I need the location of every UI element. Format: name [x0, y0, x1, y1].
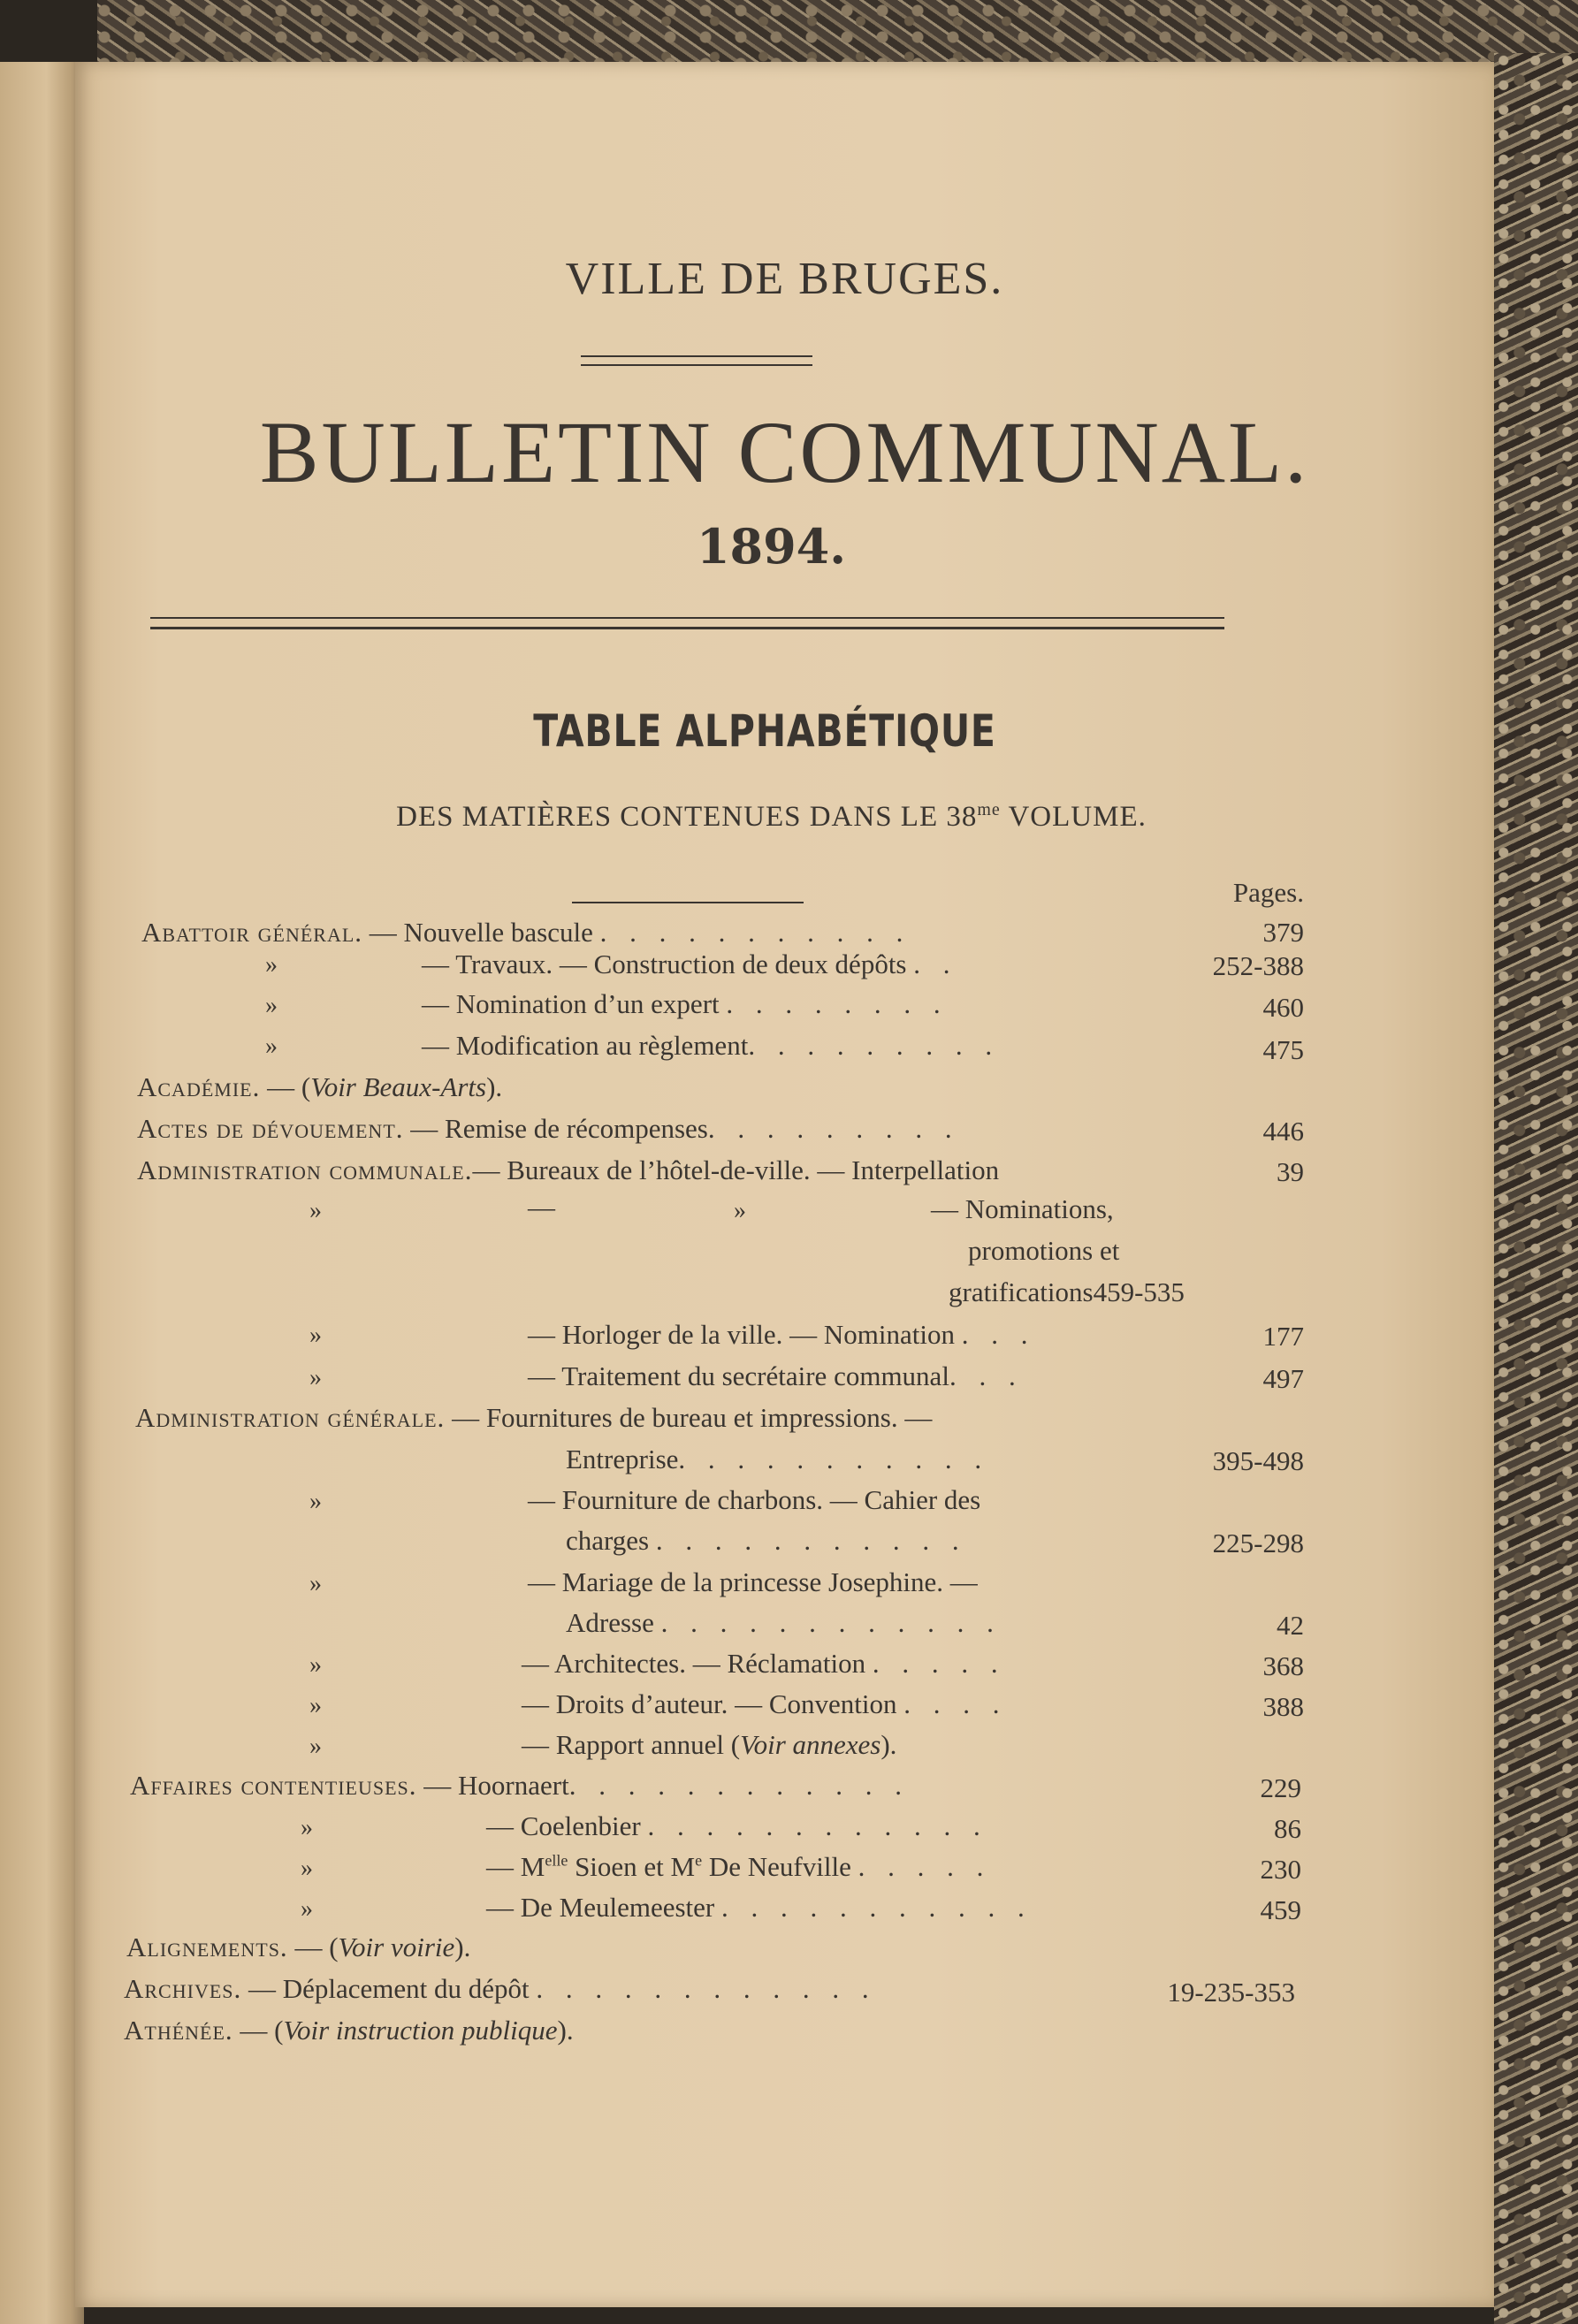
- table-title: TABLE ALPHABÉTIQUE: [533, 705, 996, 757]
- entry-text: Nouvelle bascule: [403, 917, 593, 948]
- entry-pages: 379: [1262, 917, 1304, 948]
- entry-administration-communale-3: — Horloger de la ville. — Nomination . . .: [528, 1319, 1036, 1350]
- entry-sep: — (: [294, 1932, 339, 1962]
- entry-academie: [137, 1071, 502, 1103]
- entry-abattoir: [141, 917, 911, 949]
- entry-head: Académie.: [137, 1071, 261, 1102]
- year-heading: 1894.: [696, 518, 847, 575]
- entry-administration-generale-5: — Droits d’auteur. — Convention . . . .: [522, 1688, 1008, 1719]
- entry-text: — Traitement du secrétaire communal: [528, 1360, 949, 1391]
- ditto-mark: »: [265, 1032, 278, 1060]
- entry-abattoir-2: — Travaux. — Construction de deux dépôts . .: [422, 949, 958, 979]
- entry-sep: —: [410, 1113, 438, 1144]
- entry-athenee: [124, 2015, 574, 2046]
- entry-affaires-2: — Coelenbier . . . . . . . . . . . .: [486, 1810, 988, 1841]
- entry-head: Actes de dévouement.: [137, 1113, 404, 1144]
- entry-pages: 388: [1262, 1691, 1304, 1722]
- ditto-mark: »: [309, 1488, 322, 1515]
- entry-pages: 395-498: [1212, 1445, 1304, 1476]
- left-page-edge: [0, 62, 84, 2324]
- entry-text: De Neufville: [702, 1851, 851, 1882]
- entry-pages: 460: [1262, 992, 1304, 1023]
- entry-reference: Voir annexes: [740, 1729, 881, 1760]
- entry-text: — Coelenbier: [486, 1810, 641, 1841]
- entry-end: ).: [454, 1932, 471, 1962]
- ditto-mark: »: [265, 992, 278, 1019]
- entry-head: Affaires contentieuses.: [130, 1770, 417, 1801]
- entry-head: Administration communale.: [137, 1154, 473, 1185]
- ditto-mark: »: [301, 1855, 313, 1882]
- entry-text: Remise de récompenses: [445, 1113, 708, 1144]
- entry-administration-communale-4: — Traitement du secrétaire communal. . .: [528, 1360, 1024, 1391]
- entry-head: Alignements.: [126, 1932, 288, 1962]
- subtitle-text: DES MATIÈRES CONTENUES DANS LE 38: [396, 801, 978, 833]
- pages-column-label: Pages.: [1232, 877, 1304, 908]
- entry-text: — M: [486, 1851, 545, 1882]
- entry-administration-communale-2: — Nominations,: [931, 1193, 1114, 1224]
- entry-text: — De Meulemeester: [486, 1892, 715, 1923]
- entry-text: Adresse: [566, 1607, 654, 1638]
- entry-head: Athénée.: [124, 2015, 233, 2046]
- entry-text: — Modification au règlement: [422, 1030, 749, 1061]
- entry-reference: Voir instruction publique: [283, 2015, 558, 2046]
- ditto-mark: »: [309, 1364, 322, 1391]
- entry-pages: 446: [1262, 1116, 1304, 1147]
- ditto-mark: »: [309, 1570, 322, 1597]
- ditto-mark: »: [734, 1197, 746, 1224]
- entry-pages: 225-298: [1212, 1528, 1304, 1558]
- entry-text: charges: [566, 1525, 650, 1556]
- entry-continuation: Entreprise. . . . . . . . . . .: [566, 1444, 990, 1474]
- entry-pages: 459: [1260, 1894, 1301, 1925]
- entry-abattoir-4: — Modification au règlement. . . . . . . . .: [422, 1030, 1001, 1061]
- entry-pages: 86: [1274, 1813, 1301, 1844]
- entry-continuation: promotions et: [968, 1235, 1120, 1266]
- entry-sep: — (: [267, 1071, 311, 1102]
- superscript: e: [695, 1851, 703, 1870]
- ditto-mark: »: [309, 1733, 322, 1760]
- entry-end: ).: [880, 1729, 897, 1760]
- entry-administration-generale-3: — Mariage de la princesse Josephine. —: [528, 1566, 978, 1597]
- entry-text: — Architectes. — Réclamation: [522, 1648, 866, 1679]
- entry-administration-generale-4: — Architectes. — Réclamation . . . . .: [522, 1648, 1006, 1679]
- entry-sep: — (: [240, 2015, 284, 2046]
- entry-pages: 459-535: [1093, 1276, 1185, 1307]
- subtitle-superscript: me: [977, 800, 1001, 819]
- ditto-mark: »: [265, 951, 278, 979]
- bulletin-title: BULLETIN COMMUNAL.: [259, 403, 1310, 501]
- entry-head: Administration générale.: [135, 1402, 446, 1433]
- entry-text: Entreprise: [566, 1444, 679, 1474]
- entry-administration-generale-6: [522, 1729, 896, 1761]
- entry-pages: 42: [1277, 1610, 1304, 1641]
- entry-end: ).: [486, 1071, 503, 1102]
- entry-head: Abattoir général.: [141, 917, 363, 948]
- ditto-mark: »: [309, 1651, 322, 1679]
- entry-pages: 19-235-353: [1167, 1977, 1295, 2008]
- entry-reference: Voir Beaux-Arts: [310, 1071, 487, 1102]
- entry-pages: 229: [1260, 1772, 1301, 1803]
- ditto-mark: »: [309, 1197, 322, 1224]
- entry-end: ).: [557, 2015, 574, 2046]
- entry-text: — Nomination d’un expert: [422, 988, 720, 1019]
- entry-text: — Hoornaert: [423, 1770, 569, 1801]
- entry-continuation: [949, 1276, 1185, 1308]
- ditto-mark: »: [309, 1692, 322, 1719]
- city-heading: VILLE DE BRUGES.: [565, 254, 1004, 304]
- marbled-cover-right: [1494, 53, 1578, 2324]
- entry-reference: Voir voirie: [338, 1932, 455, 1962]
- entry-abattoir-3: — Nomination d’un expert . . . . . . . .: [422, 988, 949, 1019]
- entry-text: — Déplacement du dépôt: [248, 1973, 530, 2004]
- leader-dots: . . . . . . . . . . .: [599, 917, 911, 948]
- entry-text: — Horloger de la ville. — Nomination: [528, 1319, 955, 1350]
- entry-text: — Droits d’auteur. — Convention: [522, 1688, 897, 1719]
- ditto-mark: »: [301, 1814, 313, 1841]
- entry-actes: Actes de dévouement. — Remise de récompenses. . . . . . . . .: [137, 1113, 960, 1144]
- entry-pages: 177: [1262, 1321, 1304, 1352]
- index-entries: [75, 62, 1494, 2307]
- entry-administration-generale-2: — Fourniture de charbons. — Cahier des: [528, 1484, 981, 1515]
- entry-administration-communale: [137, 1154, 999, 1186]
- entry-text: — Travaux. — Construction de deux dépôts: [422, 949, 907, 979]
- entry-pages: 230: [1260, 1854, 1301, 1885]
- entry-pages: 368: [1262, 1650, 1304, 1681]
- dash-mark: —: [528, 1192, 555, 1223]
- document-page: [75, 62, 1494, 2307]
- superscript: elle: [545, 1851, 568, 1870]
- entry-head: Archives.: [124, 1973, 242, 2004]
- entry-text: — Fournitures de bureau et impressions. —: [452, 1402, 933, 1433]
- entry-continuation: charges . . . . . . . . . . .: [566, 1525, 967, 1556]
- entry-pages: 39: [1277, 1156, 1304, 1187]
- entry-pages: 497: [1262, 1363, 1304, 1394]
- entry-continuation: Adresse . . . . . . . . . . . .: [566, 1607, 1002, 1638]
- entry-text: — Bureaux de l’hôtel-de-ville. — Interpellation: [472, 1154, 1000, 1185]
- entry-text: Sioen et M: [568, 1851, 696, 1882]
- entry-affaires-contentieuses: Affaires contentieuses. — Hoornaert. . . . . . . . . . . .: [130, 1770, 910, 1801]
- entry-text: gratifications: [949, 1276, 1094, 1307]
- entry-text: — Rapport annuel (: [522, 1729, 741, 1760]
- entry-sep: —: [369, 917, 397, 948]
- ditto-mark: »: [309, 1322, 322, 1349]
- entry-pages: 252-388: [1212, 950, 1304, 981]
- entry-affaires-3: — $M^{elle}$ Sioen et Me De Neufville . . . . .: [486, 1851, 992, 1882]
- subtitle-end: VOLUME.: [1000, 801, 1147, 833]
- entry-pages: 475: [1262, 1034, 1304, 1065]
- entry-archives: Archives. — Déplacement du dépôt . . . . . . . . . . . .: [124, 1973, 877, 2004]
- entry-alignements: [126, 1932, 470, 1963]
- entry-administration-generale: [135, 1402, 932, 1434]
- ditto-mark: »: [301, 1895, 313, 1923]
- entry-affaires-4: — De Meulemeester . . . . . . . . . . .: [486, 1892, 1033, 1923]
